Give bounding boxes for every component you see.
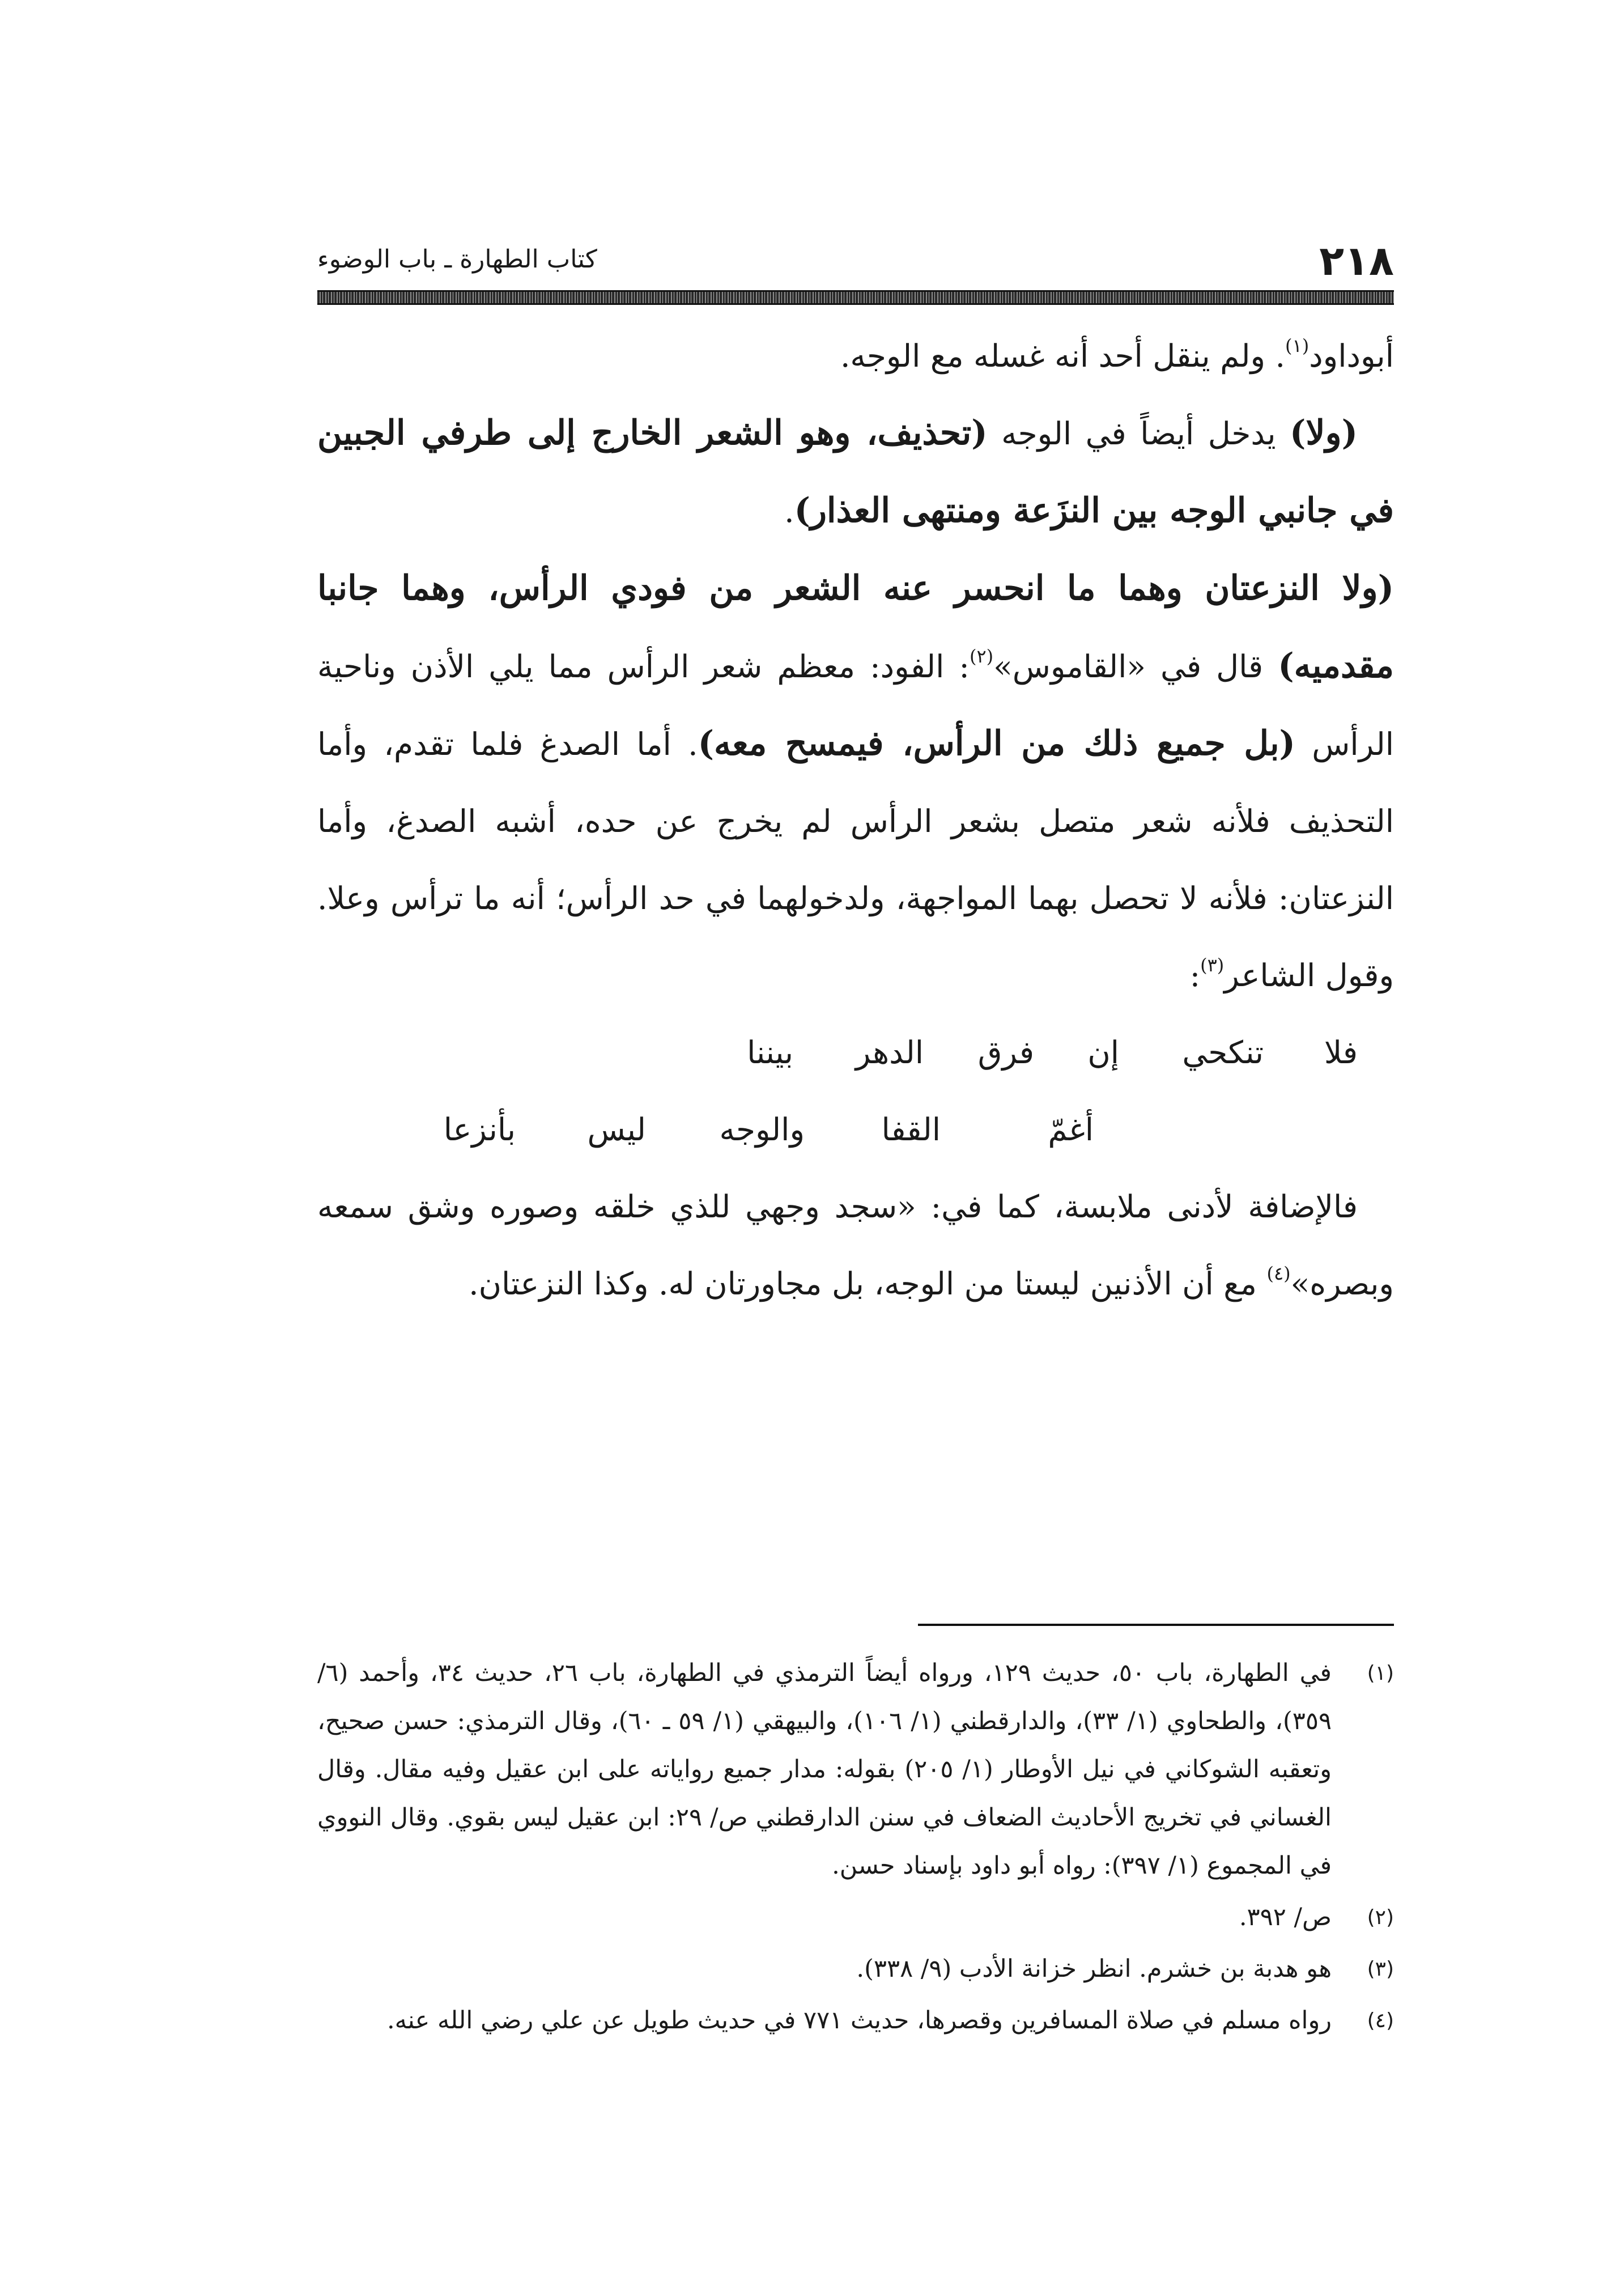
p1-tail: . ولم ينقل أحد أنه غسله مع الوجه. [840,338,1286,374]
book-page [317,227,1395,2035]
footnote-text: رواه مسلم في صلاة المسافرين وقصرها، حديث ٧٧١ في حديث طويل عن علي رضي الله عنه. [386,2006,1332,2035]
footnote-number: (٣) [1367,1957,1394,1981]
verse-word: بيننا [747,1034,793,1071]
p3-end: : [1189,957,1201,993]
paragraph-3 [317,550,1394,1014]
footnote-1 [317,1649,1394,1890]
p3-matn-2: (بل جميع ذلك من الرأس، فيمسح معه) [698,724,1295,763]
verse-word: إن [1087,1034,1119,1071]
paragraph-4 [317,1168,1394,1322]
p2-matn-open: (ولا) [1290,413,1358,453]
footnote-2 [317,1893,1394,1942]
footnote-separator [918,1624,1394,1626]
p2-end: . [784,493,794,529]
footnotes [317,1649,1394,2048]
p3-matn: (ولا النزعتان وهما ما انحسر عنه الشعر من فودي الرأس، وهما جانبا مقدميه) [317,568,1394,686]
p1-text: أبوداود [1309,338,1394,374]
header-rule [317,290,1394,305]
verse-word: القفا [881,1111,941,1148]
footnote-number: (٤) [1367,2009,1394,2032]
p2-matn: (تحذيف، وهو الشعر الخارج إلى طرفي الجبين في جانبي الوجه بين النزَعة ومنتهى العذار) [317,413,1394,530]
footnote-number: (٢) [1367,1906,1394,1929]
footnote-4 [317,1997,1394,2045]
footnote-text: هو هدبة بن خشرم. انظر خزانة الأدب (٩/ ٣٣٨). [856,1955,1332,1983]
verse-line-2 [317,1091,1394,1168]
footnote-text: ص/ ٣٩٢. [1239,1903,1332,1931]
page-number: ٢١٨ [1319,237,1394,284]
verse-word: ليس [587,1111,646,1148]
paragraph-2 [317,394,1394,550]
verse-word: أغمّ [1048,1111,1094,1148]
footnote-3 [317,1945,1394,1993]
p3-sharh-c: . أما الصدغ فلما تقدم، وأما التحذيف فلأنه شعر متصل بشعر الرأس لم يخرج عن حده، أشبه الصدغ، وأما النزعتان: فلأنه لا تحصل بهما المواجهة، ولدخولهما في حد الرأس؛ أنه ما ترأس وعلا. وقول الشاعر [317,726,1394,993]
footnote-ref-4: (٤) [1266,1263,1291,1284]
verse-line-1 [317,1014,1394,1091]
verse-word: تنكحي [1182,1034,1264,1071]
footnote-number: (١) [1367,1662,1394,1685]
verse-word: بأنزعا [443,1111,516,1148]
footnote-ref-2: (٢) [969,646,994,667]
p3-sharh-a: قال في «القاموس» [993,648,1278,685]
verse-word: والوجه [719,1111,805,1148]
footnote-ref-3: (٣) [1200,954,1225,976]
p4-text: فالإضافة لأدنى ملابسة، كما في: «سجد وجهي للذي خلقه وصوره وشق سمعه وبصره» [317,1188,1394,1302]
running-title: كتاب الطهارة ـ باب الوضوء [317,245,597,274]
footnote-text: في الطهارة، باب ٥٠، حديث ١٢٩، ورواه أيضاً الترمذي في الطهارة، باب ٢٦، حديث ٣٤، وأحمد (٦/ ٣٥٩)، والطحاوي (١/ ٣٣)، والدارقطني (١/ ١٠٦)، والبيهقي (١/ ٥٩ ـ ٦٠)، وقال الترمذي: حسن صحيح، وتعقبه الشوكاني في نيل الأوطار (١/ ٢٠٥) بقوله: مدار جميع رواياته على ابن عقيل وفيه مقال. وقال الغساني في تخريج الأحاديث الضعاف في سنن الدارقطني ص/ ٢٩: ابن عقيل ليس بقوي. وقال النووي في المجموع (١/ ٣٩٧): رواه أبو داود بإسناد حسن. [317,1659,1332,1880]
p2-sharh: يدخل أيضاً في الوجه [987,415,1290,452]
p4-tail: مع أن الأذنين ليستا من الوجه، بل مجاورتان له. وكذا النزعتان. [469,1266,1267,1302]
running-header [317,227,1394,289]
footnote-ref-1: (١) [1285,335,1310,356]
verse-word: فرق [977,1034,1034,1071]
main-text [317,317,1394,1322]
verse-word: فلا [1324,1034,1358,1071]
p3-sharh-b: : الفود: معظم شعر الرأس مما يلي الأذن وناحية الرأس [317,648,1395,762]
verse-word: الدهر [855,1034,924,1071]
paragraph-1 [317,317,1394,394]
